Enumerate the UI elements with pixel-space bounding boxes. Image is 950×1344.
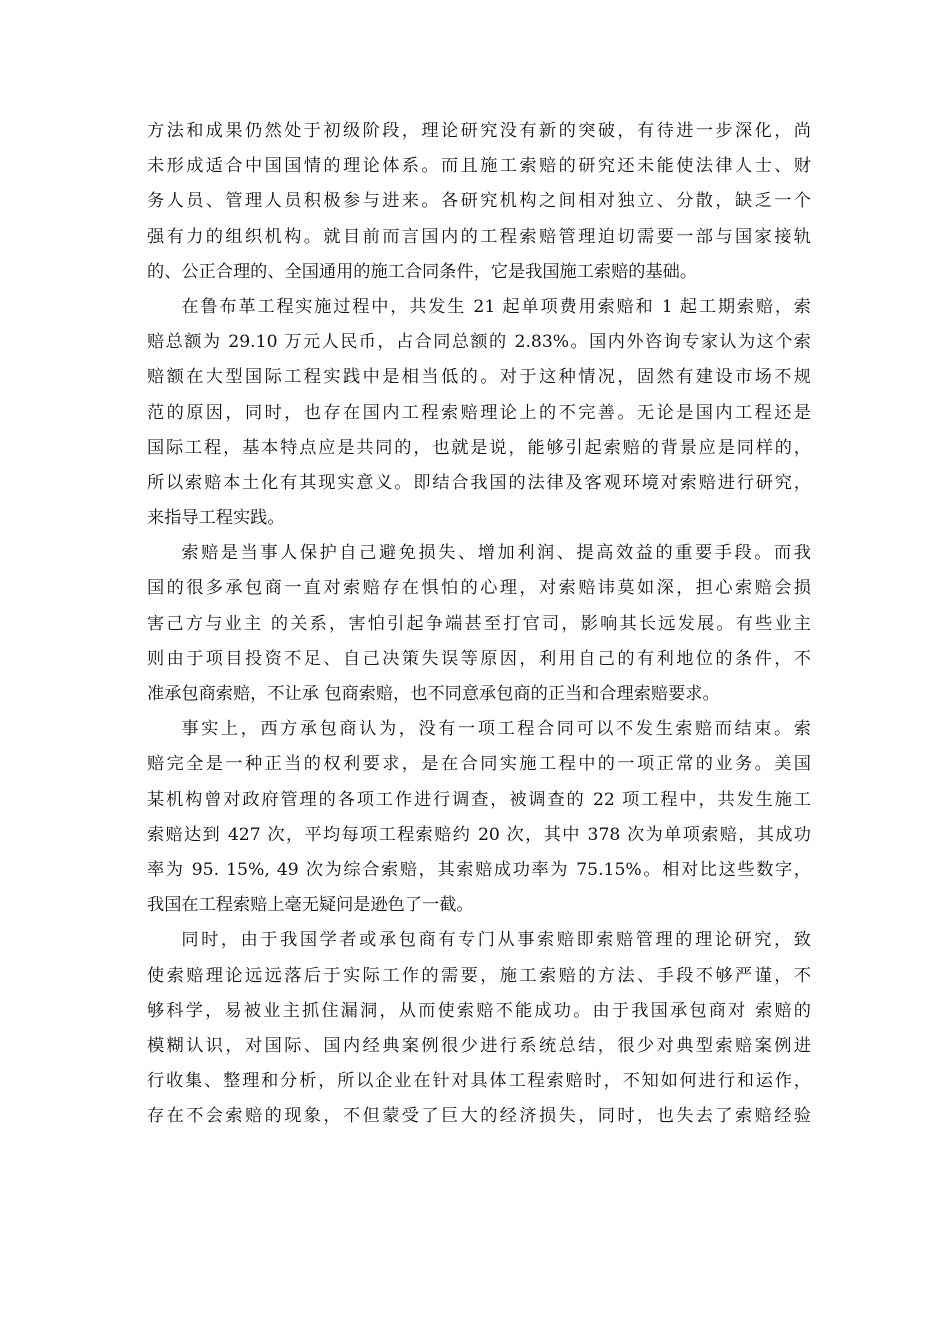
text-line: 务人员、管理人员积极参与进来。各研究机构之间相对独立、分散，缺乏一个 [147,191,811,212]
text-line: 方法和成果仍然处于初级阶段，理论研究没有新的突破，有待进一步深化，尚 [147,121,811,141]
paragraph-1 [147,114,811,290]
paragraph-3 [147,536,811,712]
text-line: 索赔达到 427 次，平均每项工程索赔约 20 次，其中 378 次为单项索赔，其成功 [147,824,811,845]
paragraph-4 [147,712,811,923]
text-line: 赔完全是一种正当的权利要求，是在合同实施工程中的一项正常的业务。美国 [147,754,811,775]
text-line: 事实上，西方承包商认为，没有一项工程合同可以不发生索赔而结束。索 [181,719,811,740]
text-line: 则由于项目投资不足、自己决策失误等原因，利用自己的有利地位的条件，不 [147,648,811,669]
document-body [147,114,811,1134]
text-line: 行收集、整理和分析，所以企业在针对具体工程索赔时，不知如何进行和运作， [147,1071,811,1092]
text-line: 强有力的组织机构。就目前而言国内的工程索赔管理迫切需要一部与国家接轨 [147,226,811,247]
text-line: 我国在工程索赔上毫无疑问是逊色了一截。 [147,895,474,916]
text-line: 同时，由于我国学者或承包商有专门从事索赔即索赔管理的理论研究，致 [181,930,811,951]
text-line: 害己方与业主 的关系，害怕引起争端甚至打官司，影响其长远发展。有些业主 [147,613,811,634]
text-line: 国的很多承包商一直对索赔存在惧怕的心理，对索赔讳莫如深，担心索赔会损 [147,578,811,599]
text-line: 在鲁布革工程实施过程中，共发生 21 起单项费用索赔和 1 起工期索赔，索 [181,296,811,317]
text-line: 来指导工程实践。 [147,508,285,529]
text-line: 赔总额为 29.10 万元人民币，占合同总额的 2.83%。国内外咨询专家认为这个索 [147,332,811,353]
text-line: 模糊认识，对国际、国内经典案例很少进行系统总结，很少对典型索赔案例进 [147,1035,811,1056]
paragraph-5 [147,923,811,1134]
text-line: 所以索赔本土化有其现实意义。即结合我国的法律及客观环境对索赔进行研究， [147,472,811,493]
text-line: 未形成适合中国国情的理论体系。而且施工索赔的研究还未能使法律人士、财 [147,156,811,177]
text-line: 使索赔理论远远落后于实际工作的需要，施工索赔的方法、手段不够严谨，不 [147,965,811,986]
text-line: 的、公正合理的、全国通用的施工合同条件，它是我国施工索赔的基础。 [147,261,698,282]
text-line: 范的原因，同时，也存在国内工程索赔理论上的不完善。无论是国内工程还是 [147,402,811,423]
text-line: 索赔是当事人保护自己避免损失、增加利润、提高效益的重要手段。而我 [181,543,811,564]
text-line: 存在不会索赔的现象，不但蒙受了巨大的经济损失，同时，也失去了索赔经验 [147,1106,811,1127]
text-line: 够科学，易被业主抓住漏洞，从而使索赔不能成功。由于我国承包商对 索赔的 [147,1000,811,1021]
text-line: 某机构曾对政府管理的各项工作进行调查，被调查的 22 项工程中，共发生施工 [147,789,811,810]
text-line: 国际工程，基本特点应是共同的，也就是说，能够引起索赔的背景应是同样的， [147,437,811,458]
text-line: 赔额在大型国际工程实践中是相当低的。对于这种情况，固然有建设市场不规 [147,367,811,388]
text-line: 准承包商索赔，不让承 包商索赔，也不同意承包商的正当和合理索赔要求。 [147,684,720,704]
paragraph-2 [147,290,811,536]
text-line: 率为 95. 15%, 49 次为综合索赔，其索赔成功率为 75.15%。相对比这些数字， [147,859,811,880]
